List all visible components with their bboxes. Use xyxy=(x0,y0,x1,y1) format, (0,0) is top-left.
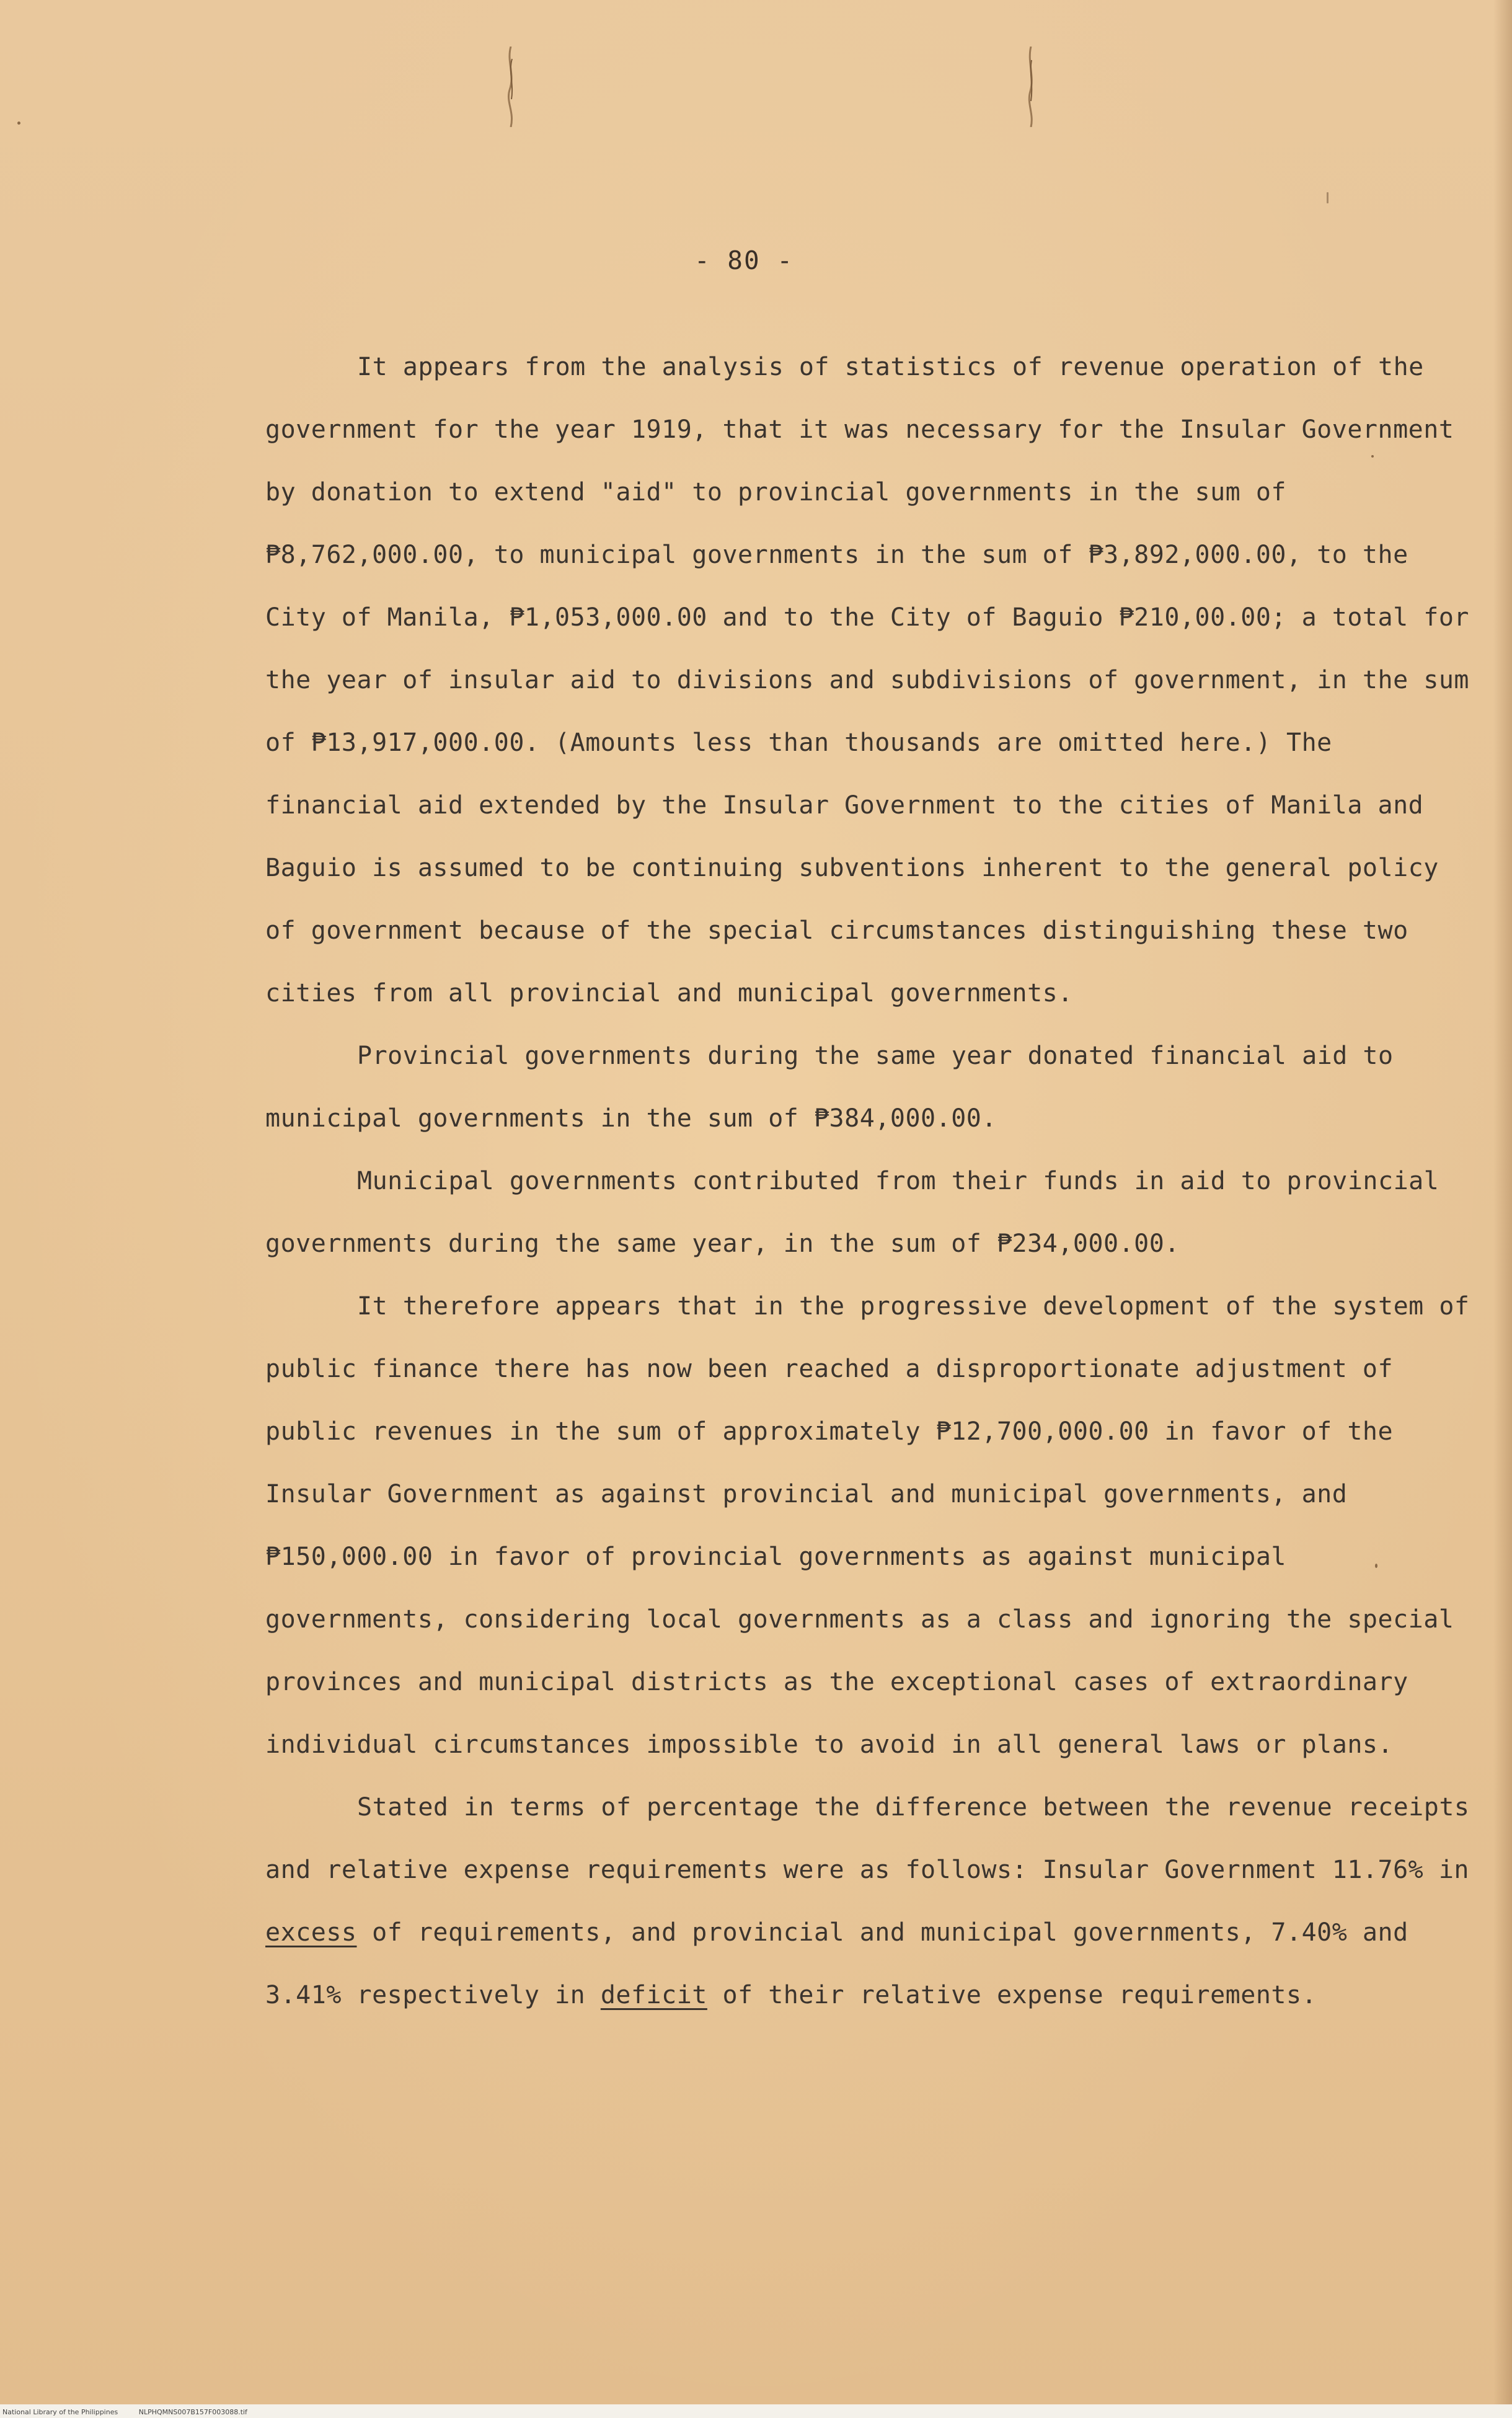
library-name: National Library of the Philippines xyxy=(2,2408,118,2416)
file-id: NLPHQMNS007B157F003088.tif xyxy=(138,2408,247,2416)
paragraph-insular-aid: It appears from the analysis of statistics of revenue operation of the government for the year 1919, that it was necessary for the Insular Government by donation to extend "aid" to provincial governments in the sum of ₱8,762,000.00, to municipal governments in the sum of ₱3,892,000.00, to the City of Manila, ₱1,053,000.00 and to the City of Baguio ₱210,00.00; a total for the year of insular aid to divisions and subdivisions of government, in the sum of ₱13,917,000.00. (Amounts less than thousands are omitted here.) The financial aid extended by the Insular Government to the cities of Manila and Baguio is assumed to be continuing subventions inherent to the general policy of government because of the special circumstances distinguishing these two cities from all provincial and municipal governments. xyxy=(265,353,1469,1008)
paragraph-municipal-aid: Municipal governments contributed from their funds in aid to provincial governments during the same year, in the sum of ₱234,000.00. xyxy=(265,1167,1439,1258)
page-number: - 80 - xyxy=(694,246,794,275)
underlined-deficit: deficit xyxy=(600,1981,707,2009)
binding-hole-right xyxy=(1024,46,1038,127)
body-text xyxy=(265,336,1480,2027)
paper-speck xyxy=(1327,192,1329,203)
page-edge-shadow xyxy=(1493,0,1512,2418)
percentages-text-middle: of requirements, and provincial and municipal governments, 7.40% and 3.41% respectively in xyxy=(265,1918,1408,2009)
paper-speck xyxy=(17,122,20,125)
scan-caption xyxy=(2,2408,266,2416)
percentages-text-start: Stated in terms of percentage the difference between the revenue receipts and relative expense requirements were as follows: Insular Government 11.76% in xyxy=(265,1793,1470,1884)
paragraph-provincial-aid: Provincial governments during the same year donated financial aid to municipal governments in the sum of ₱384,000.00. xyxy=(265,1042,1394,1133)
paragraph-adjustment: It therefore appears that in the progressive development of the system of public finance there has now been reached a disproportionate adjustment of public revenues in the sum of approximately ₱12,700,000.00 in favor of the Insular Government as against provincial and municipal governments, and ₱150,000.00 in favor of provincial governments as against municipal governments, considering local governments as a class and ignoring the special provinces and municipal districts as the exceptional cases of extraordinary individual circumstances impossible to avoid in all general laws or plans. xyxy=(265,1292,1470,1759)
percentages-text-end: of their relative expense requirements. xyxy=(707,1981,1317,2009)
underlined-excess: excess xyxy=(265,1918,357,1947)
paragraph-percentages xyxy=(265,1776,1480,2027)
binding-hole-left xyxy=(504,46,518,127)
